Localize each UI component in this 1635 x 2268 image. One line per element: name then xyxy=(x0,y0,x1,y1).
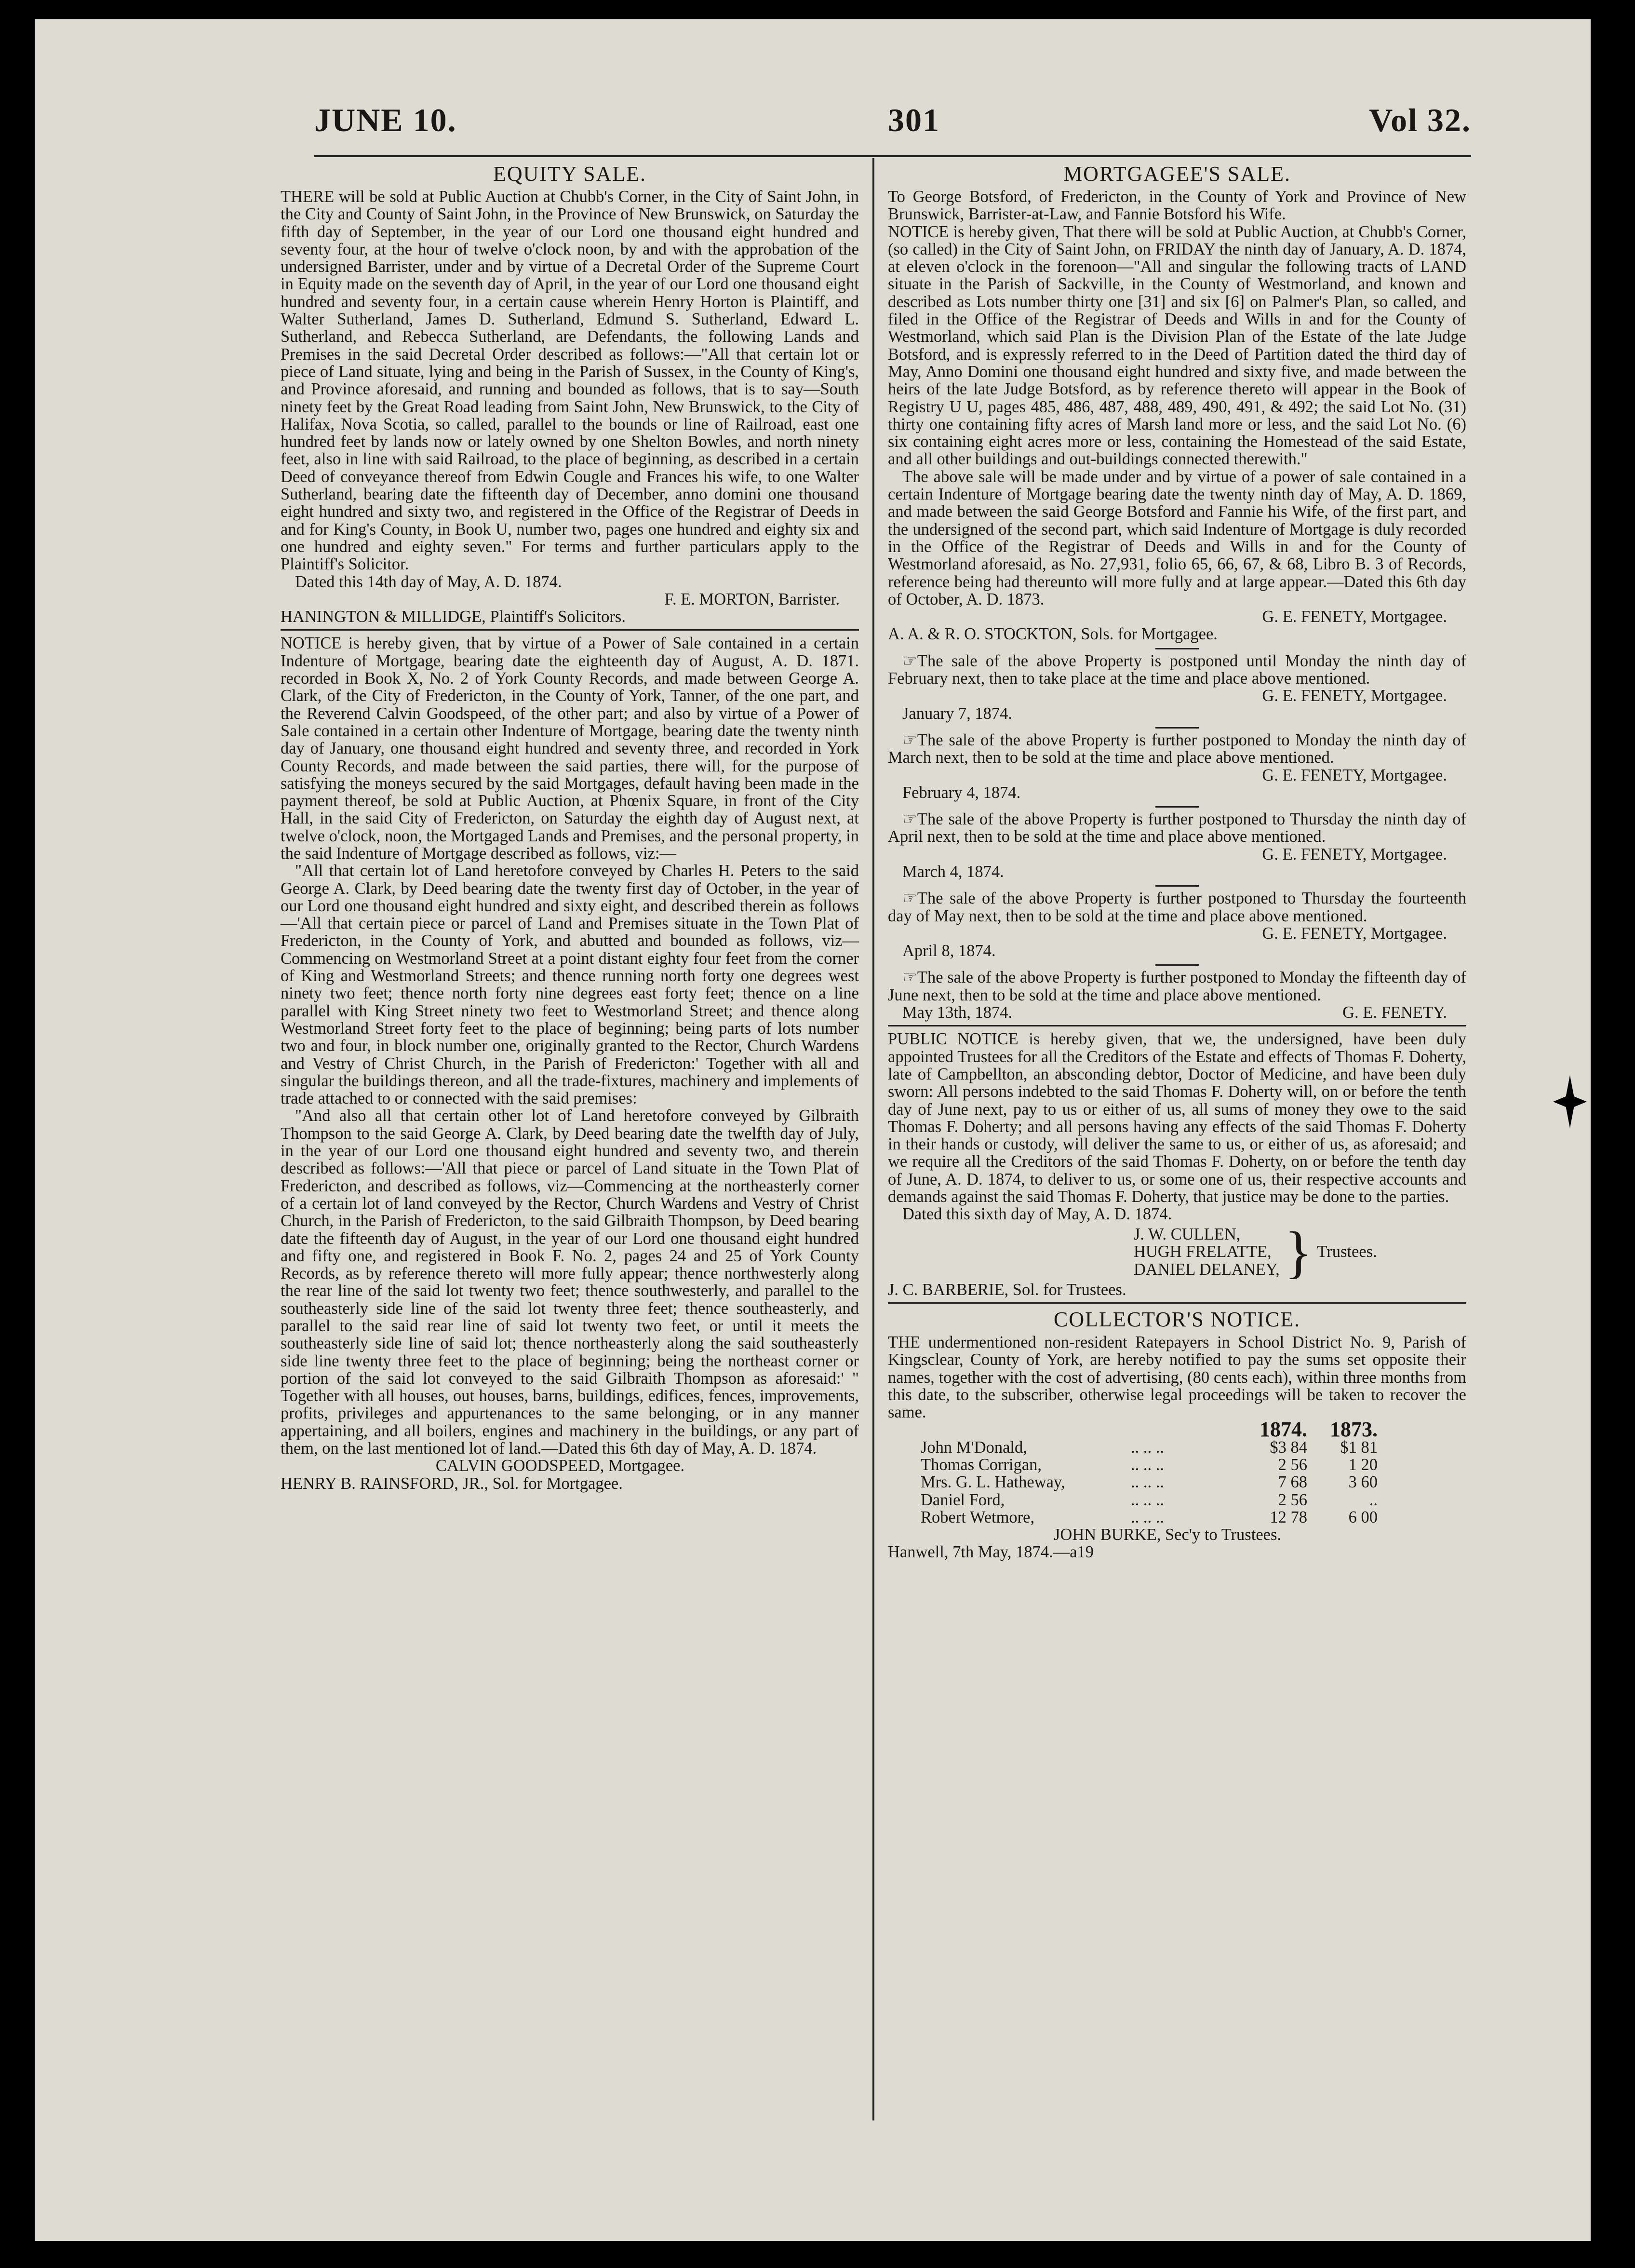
leader-dots: .. .. .. xyxy=(1131,1508,1164,1526)
table-row xyxy=(917,1491,1381,1509)
equity-sale-notice xyxy=(281,162,859,625)
clark-notice-solicitor: HENRY B. RAINSFORD, JR., Sol. for Mortgagee. xyxy=(281,1474,623,1493)
clark-notice-signer: CALVIN GOODSPEED, Mortgagee. xyxy=(435,1457,685,1475)
equity-sale-body: THERE will be sold at Public Auction at Chubb's Corner, in the City of Saint John, in the City and County of Saint John, in the Province of New Brunswick, on Saturday the fifth day of September, in the year of our Lord one thousand eight hundred and seventy four, at the hour of twelve o'clock noon, by and with the approbation of the undersigned Barrister, under and by virtue of a Decretal Order of the Supreme Court in Equity made on the seventh day of April, in the year of our Lord one thousand eight hundred and seventy four, in a certain cause wherein Henry Horton is Plaintiff, and Walter Sutherland, James D. Sutherland, Edmund S. Sutherland, Edward L. Sutherland, and Rebecca Sutherland, are Defendants, the following Lands and Premises in the said Decretal Order described as follows:—"All that certain lot or piece of Land situate, lying and being in the Parish of Sussex, in the County of King's, and Province aforesaid, and running and bounded as follows, that is to say—South ninety feet by the Great Road leading from Saint John, New Brunswick, to the City of Halifax, Nova Scotia, so called, parallel to the bounds or line of Railroad, east one hundred feet by lands now or lately owned by one Shelton Bowles, and north ninety feet, also in line with said Railroad, to the place of beginning, as described in a certain Deed of conveyance thereof from Edwin Cougle and Frances his wife, to one Walter Sutherland, bearing date the fifteenth day of December, anno domini one thousand eight hundred and sixty two, and registered in the Office of the Registrar of Deeds in and for King's County, in Book U, number two, pages one hundred and eighty six and one hundred and eighty seven." For terms and further particulars apply to the Plaintiff's Solicitor. xyxy=(281,188,859,574)
postponement-signer: G. E. FENETY, Mortgagee. xyxy=(1262,845,1447,864)
header-volume: Vol 32. xyxy=(1369,102,1471,138)
column-header-1873: 1873. xyxy=(1330,1418,1378,1442)
table-row xyxy=(917,1456,1381,1473)
equity-sale-solicitors: HANINGTON & MILLIDGE, Plaintiff's Solicitors. xyxy=(281,608,626,626)
postponement-text: ☞The sale of the above Property is further postponed to Thursday the ninth day of April next, then to be sold at the time and place above mentioned. xyxy=(888,810,1466,846)
amount-1873: 6 00 xyxy=(1348,1508,1378,1526)
equity-sale-dated: Dated this 14th day of May, A. D. 1874. xyxy=(295,572,562,591)
divider xyxy=(281,629,859,631)
table-row xyxy=(917,1473,1381,1491)
public-notice xyxy=(888,1030,1466,1298)
clark-mortgage-notice xyxy=(281,634,859,1492)
leader-dots: .. .. .. xyxy=(1131,1490,1164,1509)
mortgagee-sale-solicitors: A. A. & R. O. STOCKTON, Sols. for Mortgagee. xyxy=(888,625,1218,644)
column-header-1874: 1874. xyxy=(1260,1418,1307,1442)
postponement-signer: G. E. FENETY, Mortgagee. xyxy=(1262,766,1447,784)
postponement-text: ☞The sale of the above Property is further postponed to Monday the fifteenth day of June next, then to be sold at the time and place above mentioned. xyxy=(888,968,1466,1004)
binding-hole-mark xyxy=(1553,1075,1587,1128)
postponement-text: ☞The sale of the above Property is further postponed to Thursday the fourteenth day of May next, then to be sold at the time and place above mentioned. xyxy=(888,889,1466,925)
amount-1873: 3 60 xyxy=(1348,1473,1378,1492)
postponement-signer: G. E. FENETY, Mortgagee. xyxy=(1262,687,1447,705)
table-row xyxy=(917,1439,1381,1456)
postponement-text: ☞The sale of the above Property is postponed until Monday the ninth day of February next, then to take place at the time and place above mentioned. xyxy=(888,651,1466,688)
amount-1873: .. xyxy=(1369,1490,1378,1509)
postponement-signer: G. E. FENETY. xyxy=(1342,1003,1447,1022)
postponement-signer: G. E. FENETY, Mortgagee. xyxy=(1262,924,1447,943)
brace-symbol: } xyxy=(1284,1219,1313,1284)
ratepayer-name: Mrs. G. L. Hatheway, xyxy=(921,1473,1065,1492)
short-divider xyxy=(1155,964,1199,966)
collectors-notice-footer: Hanwell, 7th May, 1874.—a19 xyxy=(888,1543,1094,1562)
header-rule xyxy=(314,155,1471,157)
mortgagee-sale-title: MORTGAGEE'S SALE. xyxy=(1063,162,1291,186)
trustees-label: Trustees. xyxy=(1317,1242,1377,1261)
trustee-name: J. W. CULLEN, xyxy=(1134,1225,1241,1244)
header-page-number: 301 xyxy=(888,102,940,138)
short-divider xyxy=(1155,806,1199,808)
collectors-notice-body: THE undermentioned non-resident Ratepayers in School District No. 9, Parish of Kingsclear, County of York, are hereby notified to pay the sums set opposite their names, together with the cost of advertising, (80 cents each), within three months from this date, to the subscriber, otherwise legal proceedings will be taken to recover the same. xyxy=(888,1333,1466,1422)
short-divider xyxy=(1155,727,1199,729)
public-notice-dated: Dated this sixth day of May, A. D. 1874. xyxy=(902,1205,1172,1224)
postponement-footer xyxy=(888,1004,1466,1021)
collectors-notice-signer: JOHN BURKE, Sec'y to Trustees. xyxy=(1054,1526,1281,1544)
postponement-date: March 4, 1874. xyxy=(902,862,1004,881)
right-column xyxy=(888,162,1466,1561)
column-divider xyxy=(872,158,874,2120)
trustee-name: DANIEL DELANEY, xyxy=(1134,1260,1280,1279)
amount-1874: 2 56 xyxy=(1278,1456,1307,1474)
leader-dots: .. .. .. xyxy=(1131,1473,1164,1492)
divider xyxy=(888,1302,1466,1304)
postponement-date: April 8, 1874. xyxy=(902,942,996,960)
amount-1874: 7 68 xyxy=(1278,1473,1307,1492)
equity-sale-title: EQUITY SALE. xyxy=(493,162,647,186)
left-column xyxy=(281,162,859,1492)
public-notice-body: PUBLIC NOTICE is hereby given, that we, the undersigned, have been duly appointed Trustees for all the Creditors of the Estate and effects of Thomas F. Doherty, late of Campbellton, an absconding debtor, Doctor of Medicine, and have been duly sworn: All persons indebted to the said Thomas F. Doherty will, on or before the tenth day of June next, pay to us or either of us, all sums of money they owe to the said Thomas F. Doherty; and all persons having any effects of the said Thomas F. Doherty in their hands or custody, will deliver the same to us, or either of us, as aforesaid; and we require all the Creditors of the said Thomas F. Doherty, on or before the tenth day of June, A. D. 1874, to deliver to us, or some one of us, their respective accounts and demands against the said Thomas F. Doherty, that justice may be done to the parties. xyxy=(888,1030,1466,1206)
header-date: JUNE 10. xyxy=(314,102,457,138)
ratepayer-name: Daniel Ford, xyxy=(921,1490,1005,1509)
postponement-date: May 13th, 1874. xyxy=(902,1003,1013,1022)
amount-1873: $1 81 xyxy=(1340,1438,1378,1457)
mortgagee-sale-signer: G. E. FENETY, Mortgagee. xyxy=(1262,608,1447,626)
short-divider xyxy=(1155,648,1199,649)
table-row xyxy=(917,1509,1381,1526)
mortgagee-sale-addressee: To George Botsford, of Fredericton, in the County of York and Province of New Brunswick, Barrister-at-Law, and Fannie Botsford his Wife. xyxy=(888,188,1466,224)
postponement-text: ☞The sale of the above Property is further postponed to Monday the ninth day of March next, then to be sold at the time and place above mentioned. xyxy=(888,730,1466,767)
clark-notice-body-1: NOTICE is hereby given, that by virtue of a Power of Sale contained in a certain Indenture of Mortgage, bearing date the eighteenth day of August, A. D. 1871. recorded in Book X, No. 2 of York County Records, and made between George A. Clark, of the City of Fredericton, in the County of York, Tanner, of the one part, and the Reverend Calvin Goodspeed, of the other part; and also by virtue of a Power of Sale contained in a certain other Indenture of Mortgage, bearing date the twenty ninth day of January, one thousand eight hundred and seventy three, and recorded in York County Records, and made between the said parties, there will, for the purpose of satisfying the moneys secured by the said Mortgages, default having been made in the payment thereof, be sold at Public Auction, at Phœnix Square, in front of the City Hall, in the said City of Fredericton, on Saturday the eighth day of August next, at twelve o'clock, noon, the Mortgaged Lands and Premises, and the personal property, in the said Indenture of Mortgage described as follows, viz:— xyxy=(281,634,859,863)
leader-dots: .. .. .. xyxy=(1131,1456,1164,1474)
ratepayer-name: John M'Donald, xyxy=(921,1438,1027,1457)
amount-1873: 1 20 xyxy=(1348,1456,1378,1474)
ratepayers-table xyxy=(917,1418,1381,1526)
short-divider xyxy=(1155,885,1199,887)
amount-1874: 12 78 xyxy=(1270,1508,1307,1526)
collectors-notice xyxy=(888,1308,1466,1561)
clark-notice-body-2: "All that certain lot of Land heretofore conveyed by Charles H. Peters to the said George A. Clark, by Deed bearing date the twenty first day of October, in the year of our Lord one thousand eight hundred and sixty eight, and described therein as follows—'All that certain piece or parcel of Land and Premises situate in the Town Plat of Fredericton, in the County of York, and abutted and bounded as follows, viz—Commencing on Westmorland Street at a point distant eighty four feet from the corner of King and Westmorland Streets; and thence running north forty one degrees west ninety two feet; thence north forty nine degrees east forty feet; thence on a line parallel with King Street ninety two feet to Westmorland Street; and thence along Westmorland Street forty feet to the place of beginning; being parts of lots number two and four, in block number one, originally granted to the Rector, Church Wardens and Vestry of Christ Church, in the Parish of Fredericton:' Together with all and singular the buildings thereon, and all the trade-fixtures, machinery and implements of trade attached to or connected with the said premises: xyxy=(281,862,859,1108)
divider xyxy=(888,1025,1466,1026)
page-header xyxy=(314,92,1471,154)
leader-dots: .. .. .. xyxy=(1131,1438,1164,1457)
postponement-date: February 4, 1874. xyxy=(902,783,1021,802)
amount-1874: $3 84 xyxy=(1270,1438,1307,1457)
equity-sale-signer: F. E. MORTON, Barrister. xyxy=(664,590,840,608)
trustee-name: HUGH FRELATTE, xyxy=(1134,1242,1272,1261)
amount-1874: 2 56 xyxy=(1278,1490,1307,1509)
newspaper-page xyxy=(35,19,1591,2241)
mortgagee-sale-body-2: The above sale will be made under and by virtue of a power of sale contained in a certain Indenture of Mortgage bearing date the twenty ninth day of May, A. D. 1869, and made between the said George Botsford and Fannie his Wife, of the first part, and the undersigned of the second part, which said Indenture of Mortgage is duly recorded in the Office of the Registrar of Deeds and Wills in and for the County of Westmorland aforesaid, as No. 27,931, folio 65, 66, 67, & 68, Libro B. 3 of Records, reference being had thereunto will more fully and at large appear.—Dated this 6th day of October, A. D. 1873. xyxy=(888,467,1466,608)
public-notice-solicitor: J. C. BARBERIE, Sol. for Trustees. xyxy=(888,1280,1126,1299)
table-header-row xyxy=(917,1421,1381,1438)
mortgagee-sale-body-1: NOTICE is hereby given, That there will be sold at Public Auction, at Chubb's Corner, (so called) in the City of Saint John, on FRIDAY the ninth day of January, A. D. 1874, at eleven o'clock in the forenoon—"All and singular the following tracts of LAND situate in the Parish of Sackville, in the County of Westmorland, and known and described as Lots number thirty one [31] and six [6] on Palmer's Plan, so called, and filed in the Office of the Registrar of Deeds and Wills in and for the County of Westmorland, which said Plan is the Division Plan of the Estate of the late Judge Botsford, and is expressly referred to in the Deed of Partition dated the third day of May, Anno Domini one thousand eight hundred and sixty five, and made between the heirs of the late Judge Botsford, as by reference thereto will appear in the Book of Registry U U, pages 485, 486, 487, 488, 489, 490, 491, & 492; the said Lot No. (31) thirty one containing fifty acres of Marsh land more or less, and the said Lot No. (6) six containing eight acres more or less, containing the Homestead of the said Estate, and all other buildings and out-buildings connected therewith." xyxy=(888,222,1466,469)
ratepayer-name: Robert Wetmore, xyxy=(921,1508,1035,1526)
trustee-names xyxy=(888,1226,1280,1278)
collectors-notice-title: COLLECTOR'S NOTICE. xyxy=(1053,1307,1300,1331)
clark-notice-body-3: "And also all that certain other lot of Land heretofore conveyed by Gilbraith Thompson to the said George A. Clark, by Deed bearing date the twelfth day of July, in the year of our Lord one thousand eight hundred and seventy two, and therein described as follows:—'All that piece or parcel of Land situate in the Town Plat of Fredericton, and described as follows, viz—Commencing at the northeasterly corner of a certain lot of land conveyed by the Rector, Church Wardens and Vestry of Christ Church, in the Parish of Fredericton, to the said Gilbraith Thompson, by Deed bearing date the fifteenth day of August, in the year of our Lord one thousand eight hundred and fifty one, and registered in Book F. No. 2, pages 24 and 25 of York County Records, as by reference thereto will more fully appear; thence northwesterly along the rear line of the said lot twenty two feet; thence southwesterly, and parallel to the southeasterly side line of the said lot twenty three feet; thence southeasterly, and parallel to the said rear line of said lot twenty two feet, or until it meets the southeasterly side line of said lot; thence northeasterly along the said southeasterly side line twenty three feet to the place of beginning; being the northeast corner or portion of the said lot conveyed to the said Gilbraith Thompson as aforesaid:' " Together with all houses, out houses, barns, buildings, edifices, fences, improvements, profits, privileges and appurtenances to the same belonging, or in any manner appertaining, and all boilers, engines and machinery in the buildings, or any part of them, on the last mentioned lot of land.—Dated this 6th day of May, A. D. 1874. xyxy=(281,1107,859,1458)
ratepayer-name: Thomas Corrigan, xyxy=(921,1456,1042,1474)
trustee-signatures xyxy=(888,1219,1466,1284)
postponement-date: January 7, 1874. xyxy=(902,704,1013,723)
mortgagee-sale-notice xyxy=(888,162,1466,1021)
